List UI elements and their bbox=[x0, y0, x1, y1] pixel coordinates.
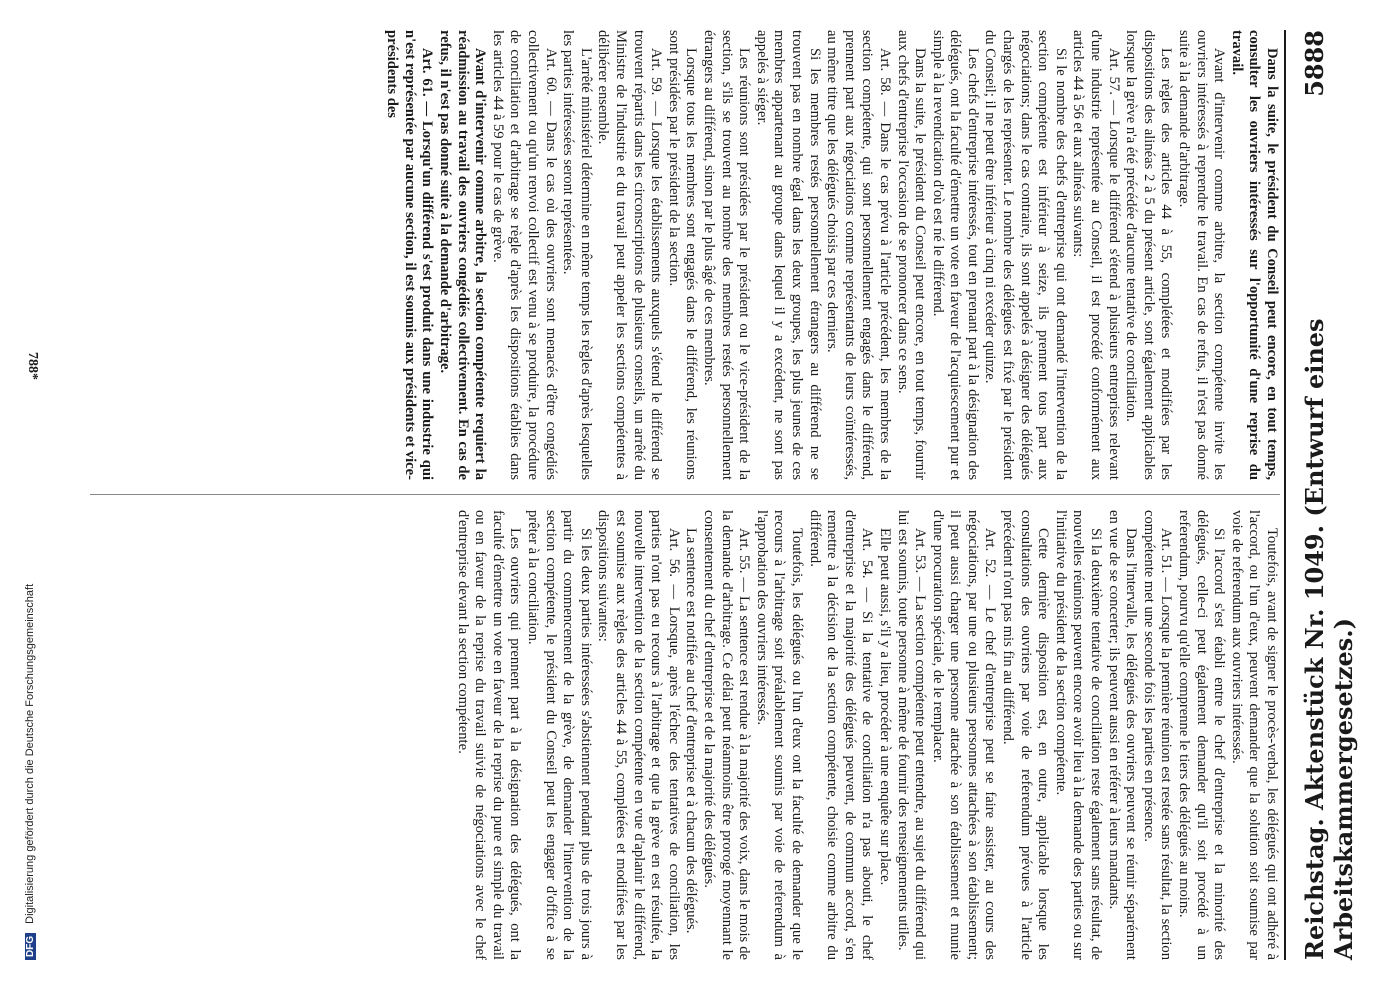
paragraph: Toutefois, les délégués ou l'un d'eux ont la faculté de demander que le recours à l'arbitrage soit préalablement soumis par voie de referendum à l'approbation des ouvriers intéressés. bbox=[753, 510, 805, 960]
paragraph: Art. 55. — La sentence est rendue à la majorité des voix, dans le mois de la demande d'arbitrage. Ce délai peut néanmoins être prorogé moyennant le consentement du chef d'entreprise et de la majorité des délégués. bbox=[701, 510, 753, 960]
paragraph: Les réunions sont présidées par le président ou le vice-président de la section, s'ils se trouvent au nombre des membres restés personnellement étrangers au différend, sinon par le plus âgé de ces membres. bbox=[701, 30, 753, 480]
paragraph: Cette dernière disposition est, en outre, applicable lorsque les consultations des ouvriers par voie de referendum prévues à l'article précédent n'ont pas mis fin au différend. bbox=[1000, 510, 1052, 960]
paragraph: Art. 58. — Dans le cas prévu à l'article précédent, les membres de la section compétente, qui sont personnellement engagés dans le différend, prennent part aux négociations comme représentants de leurs coïntéressés, au même titre que les délégués choisis par ces derniers. bbox=[824, 30, 893, 480]
paragraph: Art. 61. — Lorsqu'un différend s'est produit dans une industrie qui n'est représentée par aucune section, il est soumis aux présidents et vice-présidents des bbox=[384, 30, 436, 480]
left-column bbox=[90, 510, 1280, 960]
paragraph: Les règles des articles 44 à 55, complétées et modifiées par les dispositions des alinéas 2 à 5 du présent article, sont également applicables lorsque la grève n'a été précédée d'aucune tentative de conciliation. bbox=[1123, 30, 1175, 480]
paragraph: Dans la suite, le président du Conseil peut encore, en tout temps, fournir aux chefs d'entreprise l'occasion de se prononcer dans ce sens. bbox=[894, 30, 929, 480]
page-number: 5888 bbox=[1300, 30, 1329, 97]
paragraph: Les chefs d'entreprise intéressés, tout en prenant part à la désignation des délégués, ont la faculté d'émettre un vote en faveur de l'acquiescement pur et simple à la revendication d'où est né le différend. bbox=[929, 30, 981, 480]
paragraph: Dans l'intervalle, les délégués des ouvriers peuvent se réunir séparément en vue de se concerter; ils peuvent aussi en référer à leurs mandants. bbox=[1105, 510, 1140, 960]
page-marker: 788* bbox=[25, 352, 40, 380]
page-header bbox=[1294, 30, 1358, 960]
paragraph: L'arrêté ministériel détermine en même temps les règles d'après lesquelles les parties intéressées seront représentées. bbox=[560, 30, 594, 480]
paragraph: Art. 60. — Dans le cas où des ouvriers sont menacés d'être congédiés collectivement ou qu'un renvoi collectif est venu à se produire, la procédure de conciliation et d'arbitrage se règle d'après les dispositions établies dans les articles 44 à 59 pour le cas de grève. bbox=[489, 30, 559, 480]
paragraph: Si l'accord s'est établi entre le chef d'entreprise et la minorité des délégués, celle-ci peut également demander qu'il soit procédé à un referendum, pourvu qu'elle comprenne le tiers des délégués au moins. bbox=[1176, 510, 1228, 960]
dfg-logo: DFG bbox=[25, 933, 36, 960]
paragraph: Art. 52. — Le chef d'entreprise peut se faire assister, au cours des négociations, par une ou plusieurs personnes attachées à son établissement; il peut aussi charger une personne attachée à son établissement et munie d'une procuration spéciale, de le remplacer. bbox=[929, 510, 999, 960]
paragraph: Art. 51. — Lorsque la première réunion est restée sans résultat, la section compétente met une seconde fois les parties en présence. bbox=[1140, 510, 1175, 960]
paragraph: Si le nombre des chefs d'entreprise qui ont demandé l'intervention de la section compétente est inférieur à seize, ils prennent tous part aux négociations; dans le cas contraire, ils sont appelés à désigner des délégués chargés de les représenter. Le nombre des délégués est fixé par le président du Conseil; il ne peut être inférieur à cinq ni excéder quinze. bbox=[982, 30, 1069, 480]
paragraph: Art. 57. — Lorsque le différend s'étend à plusieurs entreprises relevant d'une industrie représentée au Conseil, il est procédé conformément aux articles 44 à 56 et aux alinéas suivants: bbox=[1070, 30, 1122, 480]
right-column bbox=[90, 30, 1280, 480]
paragraph: Art. 59. — Lorsque les établissements auxquels s'étend le différend se trouvent répartis dans les circonscriptions de plusieurs conseils, un arrêté du Ministre de l'industrie et du travail peut appeler les sections compétentes à délibérer ensemble. bbox=[595, 30, 665, 480]
paragraph: Art. 53. — La section compétente peut entendre, au sujet du différend qui lui est soumis, toute personne à même de fournir des renseignements utiles. bbox=[894, 510, 929, 960]
paragraph: Toutefois, avant de signer le procès-verbal, les délégués qui ont adhéré à l'accord, ou l'un d'eux, peuvent demander que la solution soit soumise par voie de referendum aux ouvriers intéressés. bbox=[1228, 510, 1280, 960]
paragraph: Art. 54. — Si la tentative de conciliation n'a pas abouti, le chef d'entreprise et la majorité des délégués peuvent, de commun accord, s'en remettre à la décision de la section compétente, choisie comme arbitre du différend. bbox=[806, 510, 876, 960]
paragraph: Avant d'intervenir comme arbitre, la section compétente invite les ouvriers intéressés à reprendre le travail. En cas de refus, il n'est pas donné suite à la demande d'arbitrage. bbox=[1176, 30, 1228, 480]
paragraph: Si la deuxième tentative de conciliation reste également sans résultat, de nouvelles réunions peuvent encore avoir lieu à la demande des parties ou sur l'initiative du président de la section compétente. bbox=[1052, 510, 1105, 960]
paragraph: Art. 56. — Lorsque, après l'échec des tentatives de conciliation, les parties n'ont pas eu recours à l'arbitrage et que la grève en est résultée, la nouvelle intervention de la section compétente en vue d'aplanir le différend, est soumise aux règles des articles 44 à 55, complétées et modifiées par les dispositions suivantes: bbox=[595, 510, 682, 960]
paragraph: Avant d'intervenir comme arbitre, la section compétente requiert la réadmission au travail des ouvriers congédiés collectivement. En cas de refus, il n'est pas donné suite à la demande d'arbitrage. bbox=[437, 30, 489, 480]
paragraph: Lorsque tous les membres sont engagés dans le différend, les réunions sont présidées par le président de la section. bbox=[665, 30, 700, 480]
paragraph: Elle peut aussi, s'il y a lieu, procéder à une enquête sur place. bbox=[876, 528, 893, 886]
running-title: Reichstag. Aktenstück Nr. 1049. (Entwurf eines Arbeitskammergesetzes.) bbox=[1300, 318, 1358, 960]
paragraph: Les ouvriers qui prennent part à la désignation des délégués, ont la faculté d'émettre un vote en faveur de la reprise du pure et simple du travail ou en faveur de la reprise du travail suivie de négociations avec le chef d'entreprise devant la section compétente. bbox=[454, 510, 524, 960]
credit-text: Digitalisierung gefördert durch die Deutsche Forschungsgemeinschaft bbox=[24, 583, 36, 924]
header-rule bbox=[1284, 30, 1286, 960]
paragraph: La sentence est notifiée au chef d'entreprise et à chacun des délégués. bbox=[683, 528, 700, 934]
paragraph: Dans la suite, le président du Conseil peut encore, en tout temps, consulter les ouvriers intéressés sur l'opportunité d'une reprise du travail. bbox=[1228, 30, 1280, 480]
paragraph: Si les deux parties intéressées s'abstiennent pendant plus de trois jours à partir du commencement de la grève, de demander l'intervention de la section compétente, le président du Conseil peut les engager d'office à se prêter à la conciliation. bbox=[525, 510, 594, 960]
column-divider bbox=[90, 494, 1280, 495]
digitization-credit bbox=[24, 30, 36, 960]
page-footer bbox=[24, 30, 54, 960]
paragraph: Si les membres restés personnellement étrangers au différend ne se trouvent pas en nombre égal dans les deux groupes, les plus jeunes de ces membres appartenant au groupe dans lequel il y a excédent, ne sont pas appelés à siéger. bbox=[753, 30, 823, 480]
